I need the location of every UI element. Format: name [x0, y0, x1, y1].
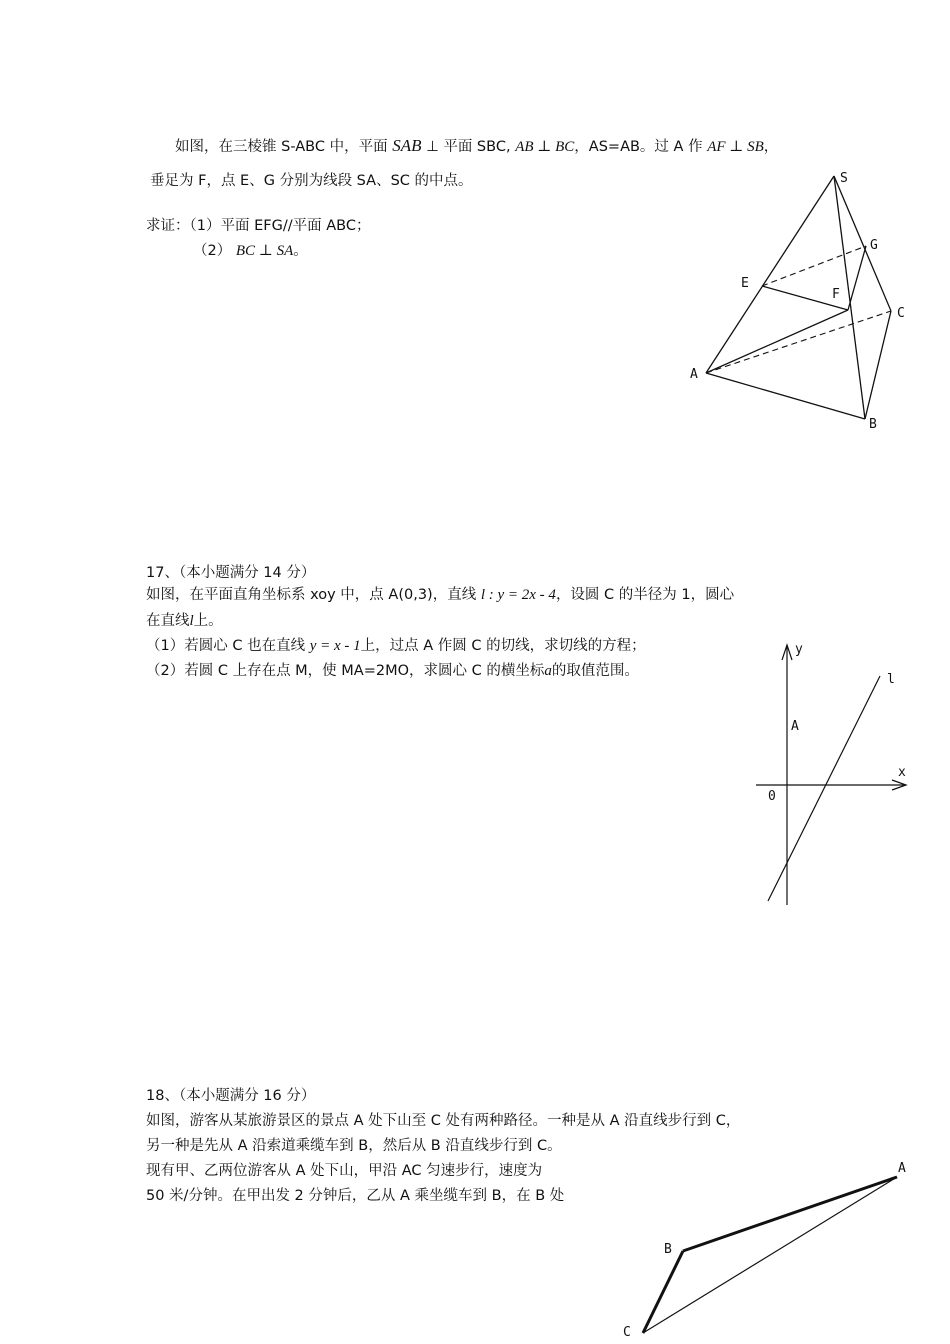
p18-header: 18、（本小题满分 16 分） — [146, 1088, 316, 1104]
p17-text: 在直线 — [146, 613, 190, 629]
label-a: A — [690, 367, 698, 382]
label-l: l — [887, 672, 895, 687]
p17-text: 的取值范围。 — [551, 663, 639, 679]
p17-text: 上，过点 A 作圆 C 的切线，求切线的方程； — [360, 638, 646, 654]
path-ab — [683, 1177, 897, 1251]
label-y: y — [795, 642, 803, 657]
p16-math-ab-perp-bc: AB ⊥ BC — [515, 139, 575, 155]
p18-line-2: 另一种是先从 A 沿索道乘缆车到 B，然后从 B 沿直线步行到 C。 — [146, 1138, 562, 1154]
p16-text: 。 — [293, 243, 308, 259]
p16-text: ，AS=AB。过 A 作 — [574, 139, 703, 155]
p17-math-l: l — [189, 613, 194, 629]
p16-math-af-perp-sb: AF ⊥ SB — [707, 139, 764, 155]
label-c: C — [897, 306, 905, 321]
label-e: E — [741, 276, 749, 291]
p17-math-a: a — [544, 663, 552, 679]
label-c: C — [623, 1325, 631, 1340]
p16-text: ， — [763, 139, 779, 155]
label-g: G — [870, 238, 878, 253]
p17-math-line-l: l : y = 2x - 4 — [480, 587, 556, 603]
p18-line-3: 现有甲、乙两位游客从 A 处下山，甲沿 AC 匀速步行，速度为 — [146, 1163, 543, 1179]
label-b: B — [664, 1242, 672, 1257]
p17-text: 如图，在平面直角坐标系 xoy 中，点 A(0,3)，直线 — [146, 587, 477, 603]
p17-text: （2）若圆 C 上存在点 M，使 MA=2MO，求圆心 C 的横坐标 — [146, 663, 545, 679]
label-x: x — [898, 765, 906, 780]
label-a: A — [791, 719, 799, 734]
p18-line-4: 50 米/分钟。在甲出发 2 分钟后，乙从 A 乘坐缆车到 B，在 B 处 — [146, 1188, 565, 1204]
p16-math-bc-perp-sa: BC ⊥ SA — [235, 243, 294, 259]
label-origin: 0 — [768, 789, 776, 804]
label-f: F — [832, 287, 840, 302]
p16-perp-symbol: ⊥ — [426, 139, 439, 155]
label-b: B — [869, 417, 877, 432]
p17-text: （1）若圆心 C 也在直线 — [146, 638, 306, 654]
p17-text: 上。 — [193, 613, 223, 629]
p16-text: （2） — [193, 243, 232, 259]
p16-prove-1: 求证：（1）平面 EFG//平面 ABC； — [146, 218, 371, 234]
p16-text: 如图，在三棱锥 S-ABC 中，平面 — [175, 139, 388, 155]
label-a: A — [898, 1161, 906, 1176]
p17-text: ，设圆 C 的半径为 1，圆心 — [555, 587, 735, 603]
p17-header: 17、（本小题满分 14 分） — [146, 565, 316, 581]
p16-line-2: 垂足为 F，点 E、G 分别为线段 SA、SC 的中点。 — [150, 173, 473, 189]
label-s: S — [840, 171, 848, 186]
p16-math-sab: SAB — [392, 136, 422, 155]
p18-line-1: 如图，游客从某旅游景区的景点 A 处下山至 C 处有两种路径。一种是从 A 沿直线步行到 C， — [146, 1113, 741, 1129]
p17-math-y-x-1: y = x - 1 — [309, 638, 361, 654]
p16-text: 平面 SBC, — [443, 139, 511, 155]
